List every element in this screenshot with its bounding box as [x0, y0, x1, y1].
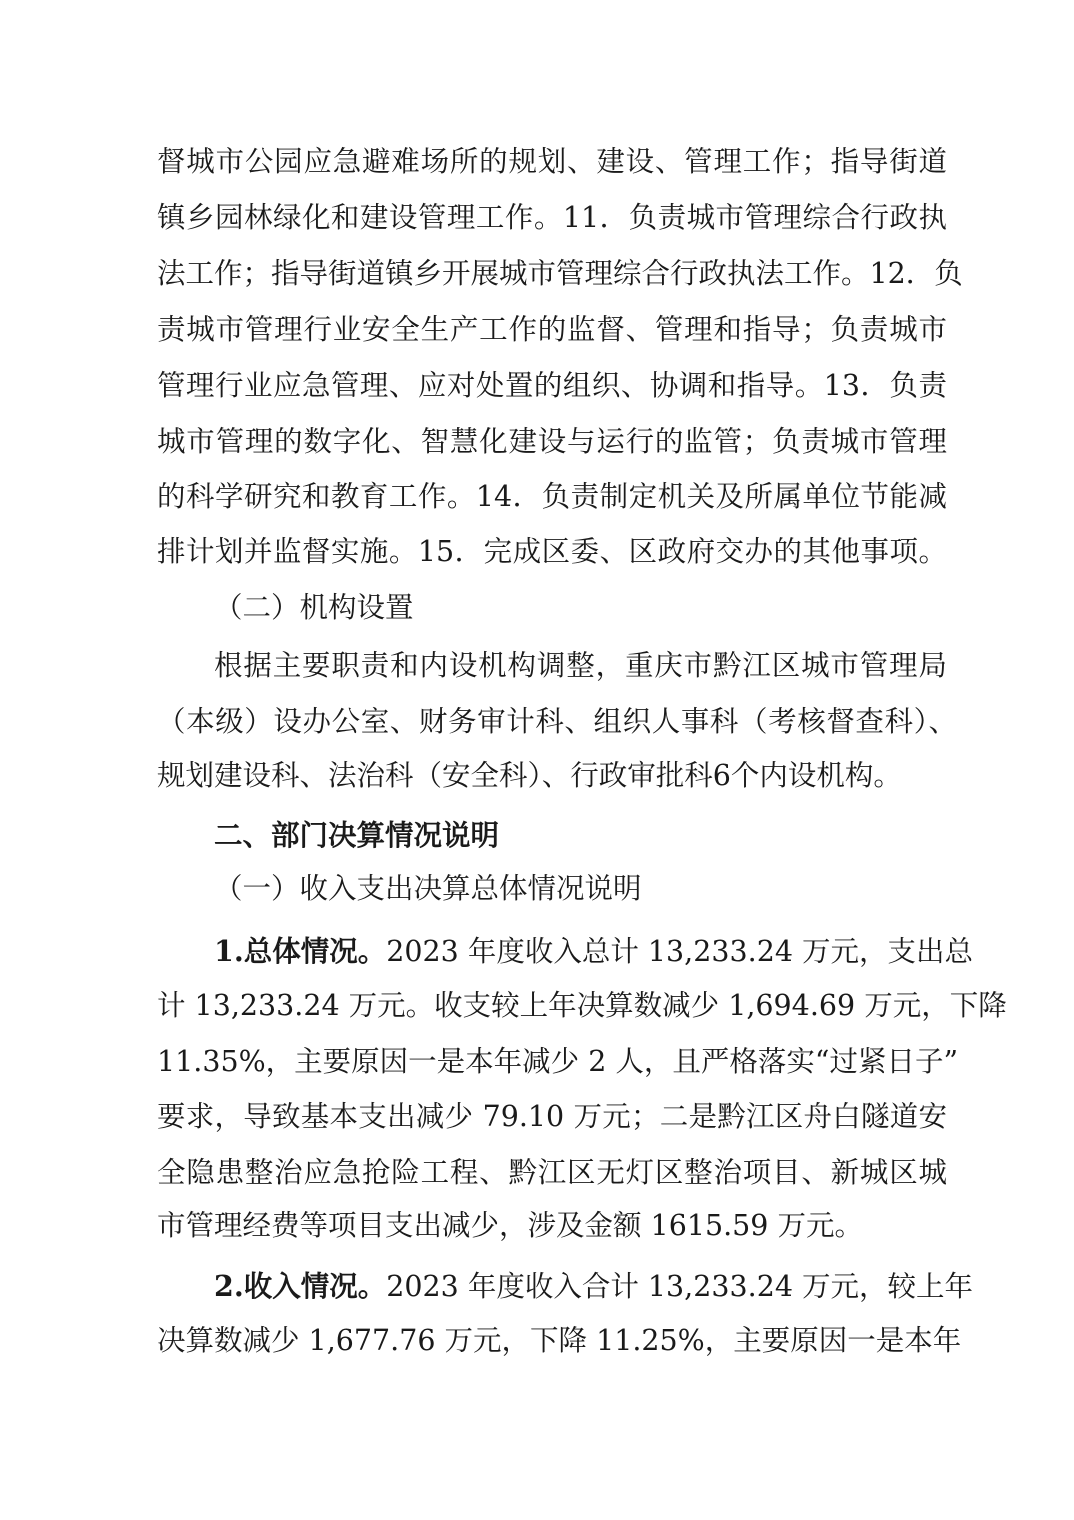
paragraph-line: 排计划并监督实施。15．完成区委、区政府交办的其他事项。 [157, 535, 947, 568]
paragraph-line [214, 931, 974, 971]
paragraph-line: 要求，导致基本支出减少 79.10 万元；二是黔江区舟白隧道安 [157, 1100, 947, 1133]
paragraph-line [214, 1266, 974, 1306]
paragraph-line: 督城市公园应急避难场所的规划、建设、管理工作；指导街道 [157, 145, 947, 178]
income-label: 2.收入情况。 [214, 1269, 387, 1303]
overall-first-line: 2023 年度收入总计 13,233.24 万元，支出总 [386, 935, 974, 968]
paragraph-line: 法工作；指导街道镇乡开展城市管理综合行政执法工作。12．负 [157, 257, 963, 290]
paragraph-line: （本级）设办公室、财务审计科、组织人事科（考核督查科）、 [157, 705, 957, 738]
paragraph-line: 镇乡园林绿化和建设管理工作。11．负责城市管理综合行政执 [157, 201, 947, 234]
paragraph-line: 全隐患整治应急抢险工程、黔江区无灯区整治项目、新城区城 [157, 1156, 947, 1189]
paragraph-line: 责城市管理行业安全生产工作的监督、管理和指导；负责城市 [157, 313, 947, 346]
paragraph-line: 城市管理的数字化、智慧化建设与运行的监管；负责城市管理 [157, 425, 947, 458]
paragraph-line: 的科学研究和教育工作。14．负责制定机关及所属单位节能减 [157, 480, 947, 513]
overall-label: 1.总体情况。 [214, 934, 387, 968]
paragraph-line: 市管理经费等项目支出减少，涉及金额 1615.59 万元。 [157, 1209, 863, 1242]
paragraph-line: 决算数减少 1,677.76 万元，下降 11.25%，主要原因一是本年 [157, 1324, 962, 1357]
section-heading-org: （二）机构设置 [214, 591, 414, 624]
income-first-line: 2023 年度收入合计 13,233.24 万元，较上年 [386, 1270, 974, 1303]
paragraph-line: 计 13,233.24 万元。收支较上年决算数减少 1,694.69 万元，下降 [157, 989, 1007, 1022]
paragraph-line: 规划建设科、法治科（安全科）、行政审批科6个内设机构。 [157, 759, 902, 792]
section-heading-2: 二、部门决算情况说明 [214, 818, 500, 852]
paragraph-line: 11.35%，主要原因一是本年减少 2 人，且严格落实“过紧日子” [157, 1045, 959, 1078]
subsection-heading-1: （一）收入支出决算总体情况说明 [214, 872, 642, 905]
paragraph-line: 管理行业应急管理、应对处置的组织、协调和指导。13．负责 [157, 369, 947, 402]
paragraph-line: 根据主要职责和内设机构调整，重庆市黔江区城市管理局 [214, 649, 947, 682]
